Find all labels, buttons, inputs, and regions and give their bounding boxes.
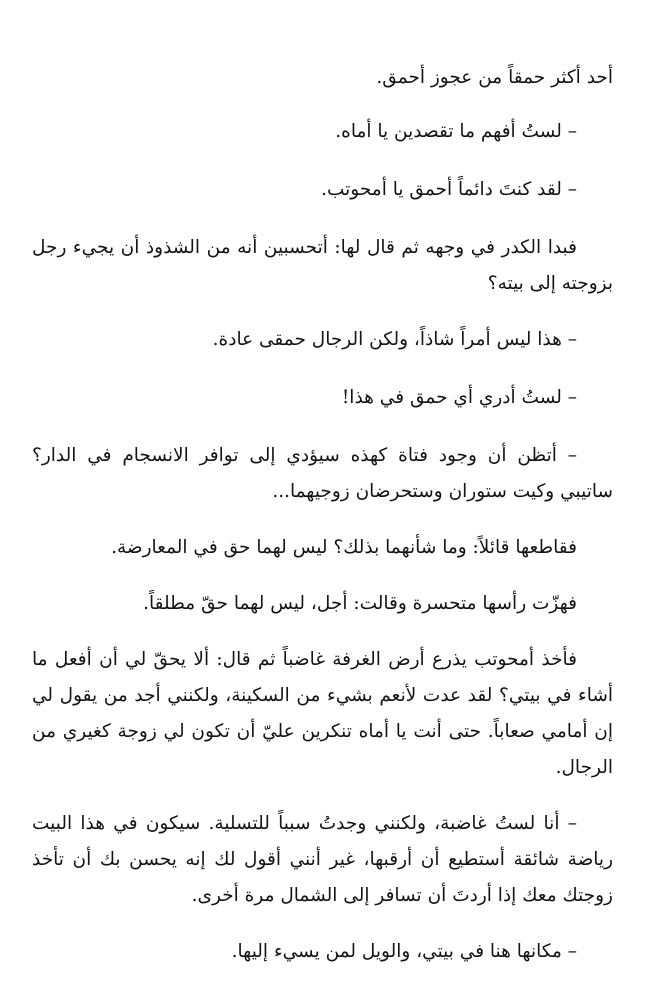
paragraph-5: – هذا ليس أمراً شاذاً، ولكن الرجال حمقى عادة. <box>212 329 577 350</box>
paragraph-11: – أنا لستُ غاضبة، ولكنني وجدتُ سبباً للتسلية. سيكون في هذا البيت رياضة شائقة أستطيع أن أرقبها، غير أنني أقول لك إنه يحسن بك أن تأخذ زوجتك معك إذا أردتَ أن تسافر إلى الشمال مرة أخرى. <box>32 813 613 906</box>
paragraph-9: فهزّت رأسها متحسرة وقالت: أجل، ليس لهما حقّ مطلقاً. <box>143 593 577 614</box>
paragraph-3: – لقد كنتَ دائماً أحمق يا أمحوتب. <box>321 179 577 200</box>
paragraph-7: – أتظن أن وجود فتاة كهذه سيؤدي إلى توافر الانسجام في الدار؟ ساتيبي وكيت ستوران وستحرضان زوجيهما... <box>32 445 613 502</box>
paragraph-12: – مكانها هنا في بيتي، والويل لمن يسيء إليها. <box>231 941 577 962</box>
paragraph-1: أحد أكثر حمقاً من عجوز أحمق. <box>376 67 613 88</box>
paragraph-4: فبدا الكدر في وجهه ثم قال لها: أتحسبين أنه من الشذوذ أن يجيء رجل بزوجته إلى بيته؟ <box>32 237 613 294</box>
paragraph-10: فأخذ أمحوتب يذرع أرض الغرفة غاضباً ثم قال: ألا يحقّ لي أن أفعل ما أشاء في بيتي؟ لقد عدت لأنعم بشيء من السكينة، ولكنني أجد من يقول لي إن أمامي صعاباً. حتى أنت يا أماه تنكرين عليّ أن تكون لي زوجة كغيري من الرجال. <box>32 649 613 778</box>
paragraph-8: فقاطعها قائلاً: وما شأنهما بذلك؟ ليس لهما حق في المعارضة. <box>111 537 577 558</box>
paragraph-2: – لستُ أفهم ما تقصدين يا أماه. <box>335 121 577 142</box>
paragraph-6: – لستُ أدري أي حمق في هذا! <box>341 387 577 408</box>
